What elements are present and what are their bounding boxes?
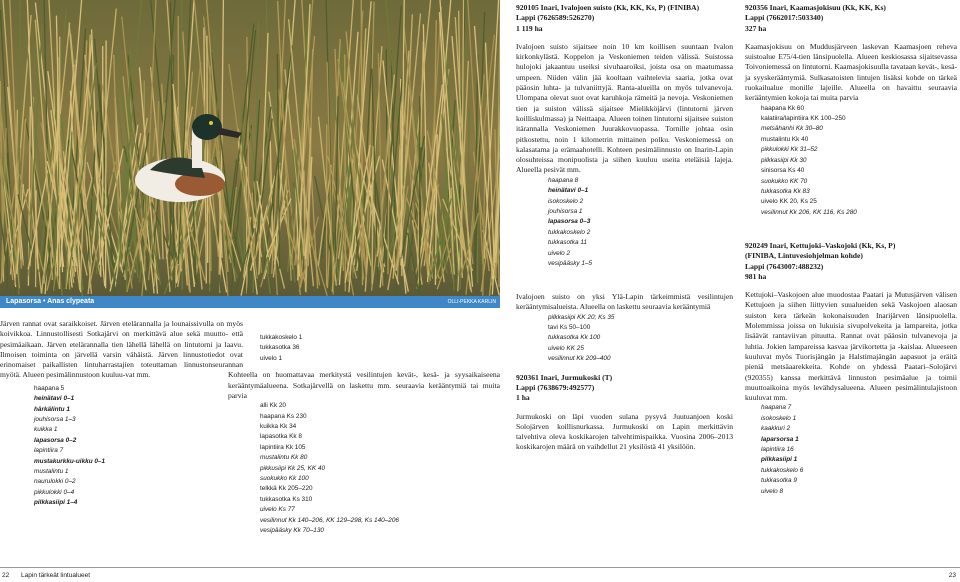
list-item: uivelo 2 bbox=[548, 249, 571, 257]
list-item: tukkasotka Ks 310 bbox=[260, 495, 313, 503]
list-item: vesilinnut Kk 140–206, KK 129–298, Ks 140–206 bbox=[260, 516, 399, 524]
list-item: suokukko KK 70 bbox=[761, 177, 808, 185]
site-heading-920356 bbox=[745, 3, 957, 34]
list-item: jouhisorsa 1–3 bbox=[34, 416, 76, 423]
column-4-lower bbox=[745, 241, 957, 497]
list-item: vesilinnut Kk 209–400 bbox=[548, 355, 611, 363]
list-item: pilkkasiipi KK 20; Ks 35 bbox=[548, 313, 615, 321]
col4-counts-list bbox=[761, 104, 957, 218]
list-item: tavi Ks 50–100 bbox=[548, 324, 591, 331]
list-item: haapana Kk 60 bbox=[761, 104, 804, 112]
list-item: lapasotka Kk 8 bbox=[260, 433, 302, 441]
list-item: tukkasotka 11 bbox=[548, 239, 587, 247]
list-item: lapintiira Kk 105 bbox=[260, 443, 306, 451]
list-item: pilkkasiipi Kk 30 bbox=[761, 156, 807, 164]
site-heading-920361 bbox=[516, 373, 733, 404]
heading-line: 1 119 ha bbox=[516, 23, 543, 33]
col4-species-list bbox=[761, 403, 957, 497]
list-item: laparsorsa 1 bbox=[761, 435, 799, 443]
grass-blade bbox=[207, 36, 208, 263]
list-item: tukkasotka Kk 83 bbox=[761, 187, 810, 195]
publication-title: Lapin tärkeät lintualueet bbox=[21, 572, 91, 579]
list-item: pikkulokki 0–4 bbox=[34, 488, 75, 496]
list-item: pilkkasiipi 1 bbox=[761, 456, 798, 464]
list-item: heinätavi 0–1 bbox=[548, 187, 589, 195]
mid-paragraph: Kohteella on huomattavaa merkitystä vesilintujen kevät-, kesä- ja syysaikaiseena kerääntymäalueena. Sotkajärvellä on laskettu mm. seuraavia kerääntymiä tai muita parvia bbox=[228, 370, 500, 400]
col3-counts-list bbox=[548, 313, 733, 365]
grass-blade bbox=[246, 167, 247, 294]
list-item: isokoskelo 2 bbox=[548, 197, 584, 205]
list-item: kuikka 1 bbox=[34, 426, 58, 434]
list-item: pilkkasiipi 1–4 bbox=[34, 499, 78, 507]
heading-line: (FINIBA, Lintuvesiohjelman kohde) bbox=[745, 251, 863, 261]
list-item: pikkusiipi Kk 25, KK 40 bbox=[260, 464, 326, 472]
list-item: tukkakoskelo 2 bbox=[548, 228, 591, 236]
list-item: naurulokki 0–2 bbox=[34, 478, 76, 486]
list-item: lapasorsa 0–2 bbox=[34, 436, 77, 444]
heading-line: 327 ha bbox=[745, 23, 767, 33]
shoveler-duck-image bbox=[0, 0, 500, 296]
mid-counts-list bbox=[260, 401, 500, 536]
mid-species-list bbox=[260, 333, 500, 364]
list-item: mustalintu Kk 40 bbox=[761, 135, 809, 143]
list-item: mustakurkku-uikku 0–1 bbox=[34, 457, 106, 465]
page-number-left: 22 bbox=[2, 572, 10, 579]
footer-rule bbox=[0, 567, 960, 568]
list-item: vesilinnut Kk 206, KK 116, Ks 280 bbox=[761, 208, 857, 216]
col3-paragraph2: Ivalojoen suisto on yksi Ylä-Lapin tärkeimmistä vesilintujen kerääntymisalueista. Alueella on laskettu seuraavia kerääntymiä bbox=[516, 292, 733, 312]
col3-paragraph: Ivalojoen suisto sijaitsee noin 10 km koillisen suuntaan Ivalon kirkonkylästä. Koppelon ja Veskoniemen teiden välissä. Suistossa hulojoki jakaantuu useiksi sivuhaaroiksi, joista osa on maatumassa umpeen. Niiden välin jää kooltaan vaihtelevia saaria, jotka ovat pääosin luhta- ja tulvaniittyjä. Ranta-alueilla on myös tulvanevoja. Ulompana olevat suot ovat karuhkoja rämeitä ja nevoja. Veskoniemen tien ja suiston välissä sijaitsee Mielikköjärvi (lintutorni järven koilliskulmassa) ja Neittaapa. Alueen toinen lintutorni sijaitsee suiston itärannalla Veskoniemen Juurakkovuopassa. Tornille johtaa osin pitkostettu, noin 1 kilometrin mittainen polku. Veskoniemessä on kalasatama ja erämaahotelli. Kohteen pesimälinnusto on Inarin-Lapin olosuhteissa monipuolista ja siihen kuuluu useita eteläisiä lajeja. Alueella pesivät mm. bbox=[516, 41, 733, 175]
heading-line: Lappi (7643007:488232) bbox=[745, 261, 824, 271]
heading-line: 920105 Inari, Ivalojoen suisto (Kk, KK, Ks, P) (FINIBA) bbox=[516, 3, 700, 12]
mid-text-column bbox=[228, 333, 500, 536]
bird-photo bbox=[0, 0, 500, 296]
list-item: lapintiira 7 bbox=[34, 447, 64, 455]
list-item: suokukko Kk 100 bbox=[260, 474, 309, 482]
list-item: haapana 5 bbox=[34, 384, 65, 392]
col4-paragraph: Kaamasjokisuu on Muddusjärveen laskevan Kaamasjoen reheva suistoalue E75/4-tien länsipuolella. Alueen keskiosassa sijaitsevassa Toivoniemessä on lintutorni. Kaamasjokisuulla tavataan kevät-, kesä- ja syyskerääntymiä. Sulkasatoisten lintujen lisäksi kohde on tärkeä ruokailualue monille lajeille. Alueella on havaittu seuraavia kerääntymien kokoja tai muita parvia bbox=[745, 41, 957, 103]
list-item: vesipääsky 1–5 bbox=[548, 260, 593, 267]
heading-line: Lappi (7662017:503340) bbox=[745, 13, 824, 23]
list-item: pikkulokki Kk 31–52 bbox=[761, 146, 818, 154]
photo-caption: Lapasorsa • Anas clypeata bbox=[6, 298, 95, 305]
list-item: uivelo 1 bbox=[260, 354, 283, 362]
heading-line: 1 ha bbox=[516, 393, 530, 403]
list-item: sinisorsa Ks 40 bbox=[761, 167, 805, 175]
list-item: lapintiira 16 bbox=[761, 446, 794, 454]
list-item: kuikka Kk 34 bbox=[260, 422, 297, 430]
list-item: lapasorsa 0–3 bbox=[548, 218, 591, 226]
heading-line: 920356 Inari, Kaamasjokisuu (Kk, KK, Ks) bbox=[745, 3, 886, 12]
list-item: uivelo Ks 77 bbox=[260, 506, 295, 514]
photo-credit: OLLI-PEKKA KARLIN bbox=[447, 299, 496, 305]
footer-left bbox=[2, 572, 90, 579]
col4-paragraph2: Kettujoki–Vaskojoen alue muodostaa Paatari ja Mutusjärven välisen Kettujoen ja siihen liittyvien suualueiden sekä Vaskojoen alaosan suiston kera tärkeän kokonaisuuden Inarijärven länsipuolella. Molemmissa joissa on lukuisia sivupolvekeita ja lampareita, jotka lisäävät rantaviivan pituutta. Rannat ovat pääosin tulvanevoja ja luhtia. Jokien lampareissa kasvaa järvikortetta ja -kaislaa. Alueeseen kuuluvat myös Tuorisjängän ja Halstimajängän aapasuot ja eräitä pieniä metsäaarekkeita. Kohde on yhdessä Paatari–Solojärvi (920355) kanssa merkittävä linnuston pesimäalue ja toimii muuttoaikoina myös levähdysalueena. Alueen pesimälintulajistoon kuuluvat mm. bbox=[745, 290, 957, 403]
list-item: tukkakoskelo 6 bbox=[761, 466, 804, 474]
site-heading-920249 bbox=[745, 241, 957, 282]
heading-line: 981 ha bbox=[745, 271, 767, 281]
column-4 bbox=[745, 3, 957, 218]
list-item: kalatiira/lapintiira KK 100–250 bbox=[761, 115, 846, 123]
list-item: uivelo KK 20, Ks 25 bbox=[761, 198, 817, 206]
list-item: metsähanhi Kk 30–80 bbox=[761, 125, 823, 133]
list-item: haapana 8 bbox=[548, 176, 579, 184]
list-item: uivelo 8 bbox=[761, 487, 784, 495]
list-item: alli Kk 20 bbox=[260, 402, 286, 410]
photo-caption-bar bbox=[0, 296, 500, 308]
heading-line: 920249 Inari, Kettujoki–Vaskojoki (Kk, Ks, P) bbox=[745, 241, 896, 250]
left-text-column bbox=[0, 319, 243, 509]
left-species-list bbox=[34, 384, 243, 509]
left-paragraph: Järven rannat ovat saraikkoiset. Järven etelärannalla ja lounaissivulla on myös koivikkoa. Linnustollisesti Sotkajärvi on merkittävä alue sekä muutto- että pesimäaikaan. Järven etelärannalla tien lähellä lähellä on lintutorni ja laavu. Ilmoisen toiminta on järvellä varsin vähäistä. Järven linnustotiedot ovat erinomaiset paikallisten lintuharrastajien toteuttaman linnustonseurannan myötä. Alueen pesimälinnustoon kuuluu-vat mm. bbox=[0, 319, 243, 380]
heading-line: Lappi (7626589:526270) bbox=[516, 13, 595, 23]
grass-blade bbox=[106, 41, 107, 289]
list-item: kaakkuri 2 bbox=[761, 425, 791, 433]
grass-blade bbox=[372, 146, 373, 284]
list-item: tukkasotka 36 bbox=[260, 344, 300, 352]
col3-paragraph3: Jurmukoski on läpi vuoden sulana pysyvä Juutuanjoen koski Solojärven koillisnurkassa. Jurmukoski on Lapin merkittävin talvehtiva oleva koskikarojen talvehtimispaikka. Vuosina 2006–2013 koskikarojen määrä on vaihdellut 21 yksilöstä 41 yksilöön. bbox=[516, 411, 733, 452]
column-3 bbox=[516, 3, 733, 269]
list-item: vesipääsky Kk 70–130 bbox=[260, 526, 324, 534]
list-item: isokoskelo 1 bbox=[761, 414, 797, 422]
column-3-lower bbox=[516, 292, 733, 453]
list-item: tukkasotka 9 bbox=[761, 477, 797, 485]
list-item: jouhisorsa 1 bbox=[548, 207, 583, 215]
list-item: uivelo KK 25 bbox=[548, 344, 584, 352]
list-item: härkälintu 1 bbox=[34, 405, 70, 413]
list-item: tukkasotka Kk 100 bbox=[548, 334, 601, 342]
list-item: mustalintu Kk 80 bbox=[260, 454, 308, 462]
site-heading-920105 bbox=[516, 3, 733, 34]
list-item: haapana 7 bbox=[761, 404, 792, 412]
list-item: tukkakoskelo 1 bbox=[260, 334, 303, 341]
grass-blade bbox=[345, 55, 346, 292]
list-item: haapana Ks 230 bbox=[260, 412, 307, 420]
col3-species-list bbox=[548, 176, 733, 270]
list-item: telkkä Kk 205–220 bbox=[260, 485, 313, 493]
heading-line: 920361 Inari, Jurmukoski (T) bbox=[516, 372, 613, 382]
heading-line: Lappi (7638679:492577) bbox=[516, 382, 595, 392]
page-number-right: 23 bbox=[948, 572, 956, 579]
list-item: mustalintu 1 bbox=[34, 468, 69, 476]
list-item: heinätavi 0–1 bbox=[34, 395, 75, 403]
